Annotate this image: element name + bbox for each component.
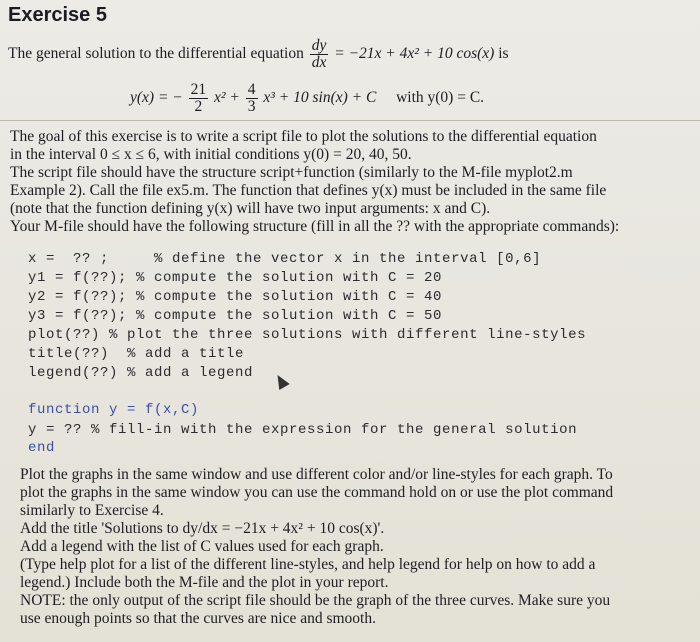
code-line-function: function y = f(x,C) xyxy=(28,402,200,418)
code-line-y3: y3 = f(??); % compute the solution with C = 50 xyxy=(28,308,443,324)
fraction-denominator: 2 xyxy=(194,98,203,115)
code-line-legend: legend(??) % add a legend xyxy=(28,365,254,381)
fraction-denominator: 3 xyxy=(247,98,256,115)
instruction-line-8: NOTE: the only output of the script file should be the graph of the three curves. Make sure you xyxy=(20,592,611,609)
divider xyxy=(0,120,700,121)
code-line-plot: plot(??) % plot the three solutions with different line-styles xyxy=(28,327,587,343)
dy-dx-fraction xyxy=(310,38,329,71)
mouse-pointer-icon xyxy=(272,372,289,390)
instruction-line-2: plot the graphs in the same window you can use the command hold on or use the plot command xyxy=(20,484,614,501)
intro-rhs: = −21x + 4x² + 10 cos(x) xyxy=(334,45,495,63)
solution-term-2: x³ + 10 sin(x) + C xyxy=(263,89,377,107)
dx-denominator: dx xyxy=(311,54,327,71)
initial-condition: with y(0) = C. xyxy=(396,89,485,107)
code-line-title: title(??) % add a title xyxy=(28,346,245,362)
code-line-x: x = ?? ; % define the vector x in the interval [0,6] xyxy=(28,251,542,267)
goal-line-6: Your M-file should have the following structure (fill in all the ?? with the appropriate commands): xyxy=(10,218,620,235)
goal-line-4: Example 2). Call the file ex5.m. The function that defines y(x) must be included in the same file xyxy=(10,182,607,199)
fraction-4-over-3 xyxy=(246,82,258,115)
intro-suffix: is xyxy=(498,45,509,63)
code-line-expression: y = ?? % fill-in with the expression for the general solution xyxy=(28,422,578,438)
intro-prefix: The general solution to the differential equation xyxy=(8,45,304,63)
goal-line-1: The goal of this exercise is to write a script file to plot the solutions to the differential equation xyxy=(10,128,597,145)
code-line-y1: y1 = f(??); % compute the solution with C = 20 xyxy=(28,270,443,286)
solution-lhs: y(x) = − xyxy=(130,89,183,107)
code-line-y2: y2 = f(??); % compute the solution with C = 40 xyxy=(28,289,443,305)
solution-term-1: x² + xyxy=(214,89,240,107)
dy-numerator: dy xyxy=(311,37,327,54)
general-solution xyxy=(130,82,484,115)
fraction-numerator: 21 xyxy=(190,81,207,98)
instruction-line-1: Plot the graphs in the same window and use different color and/or line-styles for each graph. To xyxy=(20,466,613,483)
instruction-line-6: (Type help plot for a list of the different line-styles, and help legend for help on how to add a xyxy=(20,556,596,573)
goal-line-3: The script file should have the structure script+function (similarly to the M-file myplot2.m xyxy=(10,164,573,181)
instruction-line-3: similarly to Exercise 4. xyxy=(20,502,164,519)
instruction-line-4: Add the title 'Solutions to dy/dx = −21x + 4x² + 10 cos(x)'. xyxy=(20,520,385,537)
goal-line-5: (note that the function defining y(x) will have two input arguments: x and C). xyxy=(10,200,491,217)
goal-line-2: in the interval 0 ≤ x ≤ 6, with initial conditions y(0) = 20, 40, 50. xyxy=(10,146,412,163)
instruction-line-7: legend.) Include both the M-file and the plot in your report. xyxy=(20,574,389,591)
instruction-line-5: Add a legend with the list of C values used for each graph. xyxy=(20,538,384,555)
code-line-end: end xyxy=(28,440,56,456)
instruction-line-9: use enough points so that the curves are nice and smooth. xyxy=(20,610,376,627)
exercise-title: Exercise 5 xyxy=(8,4,107,26)
fraction-21-over-2 xyxy=(189,82,209,115)
fraction-numerator: 4 xyxy=(247,81,256,98)
intro-line xyxy=(8,38,509,71)
